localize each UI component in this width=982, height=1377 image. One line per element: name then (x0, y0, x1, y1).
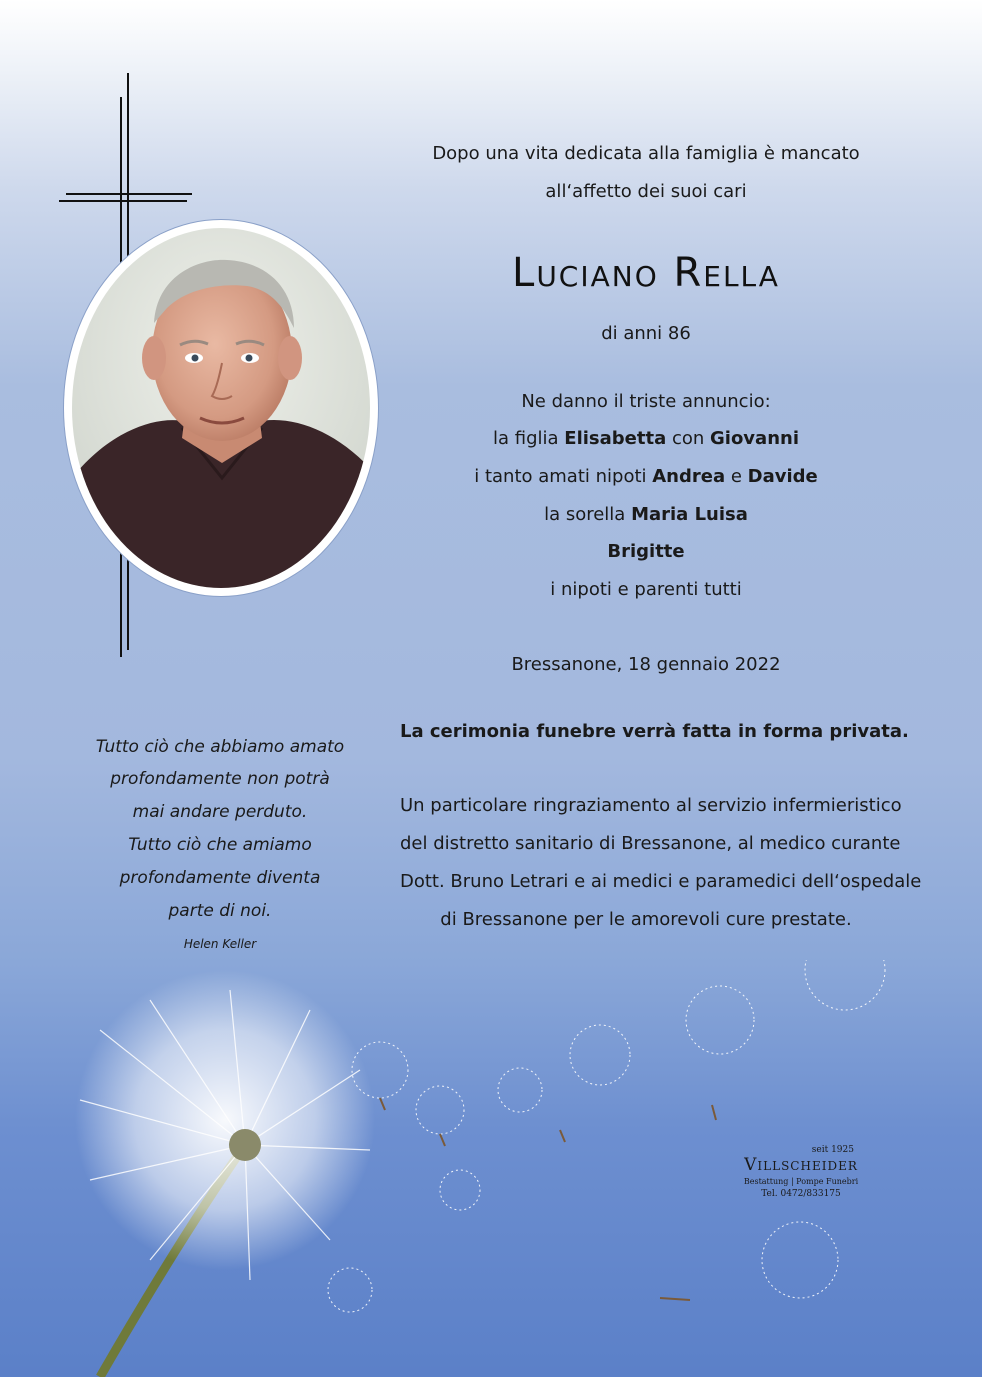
quote-line: profondamente diventa (119, 868, 321, 888)
thanks-line: di Bressanone per le amorevoli cure prestate. (440, 909, 852, 930)
quote-line: mai andare perduto. (132, 802, 308, 822)
quote-line: Tutto ciò che abbiamo amato (95, 737, 345, 757)
quote-line: Tutto ciò che amiamo (128, 835, 312, 855)
announcement-heading: Ne danno il triste annuncio: (521, 391, 771, 412)
quote-line: parte di noi. (168, 901, 272, 921)
thanks-line: del distretto sanitario di Bressanone, al medico curante (400, 833, 901, 854)
thanks-line: Un particolare ringraziamento al servizio infermieristico (400, 795, 902, 816)
logo-phone: Tel. 0472/833175 (761, 1189, 841, 1199)
quote-line: profondamente non potrà (110, 769, 330, 789)
logo-subtitle: Bestattung | Pompe Funebri (743, 1177, 859, 1186)
intro-line-2: all‘affetto dei suoi cari (545, 181, 747, 202)
quote-author: Helen Keller (183, 937, 257, 951)
deceased-age: di anni 86 (601, 323, 691, 344)
place-date: Bressanone, 18 gennaio 2022 (511, 654, 781, 675)
thanks-line: Dott. Bruno Letrari e ai medici e paramedici dell‘ospedale (400, 871, 922, 892)
logo-name: Villscheider (744, 1155, 858, 1175)
intro-line-1: Dopo una vita dedicata alla famiglia è mancato (432, 143, 860, 164)
announcement-row: i tanto amati nipoti Andrea e Davide (474, 466, 818, 487)
ceremony-notice: La cerimonia funebre verrà fatta in forma privata. (400, 721, 909, 742)
logo-since: seit 1925 (811, 1145, 854, 1155)
quote-block (70, 0, 370, 960)
funeral-home-logo (726, 1145, 876, 1199)
announcement-closing: i nipoti e parenti tutti (550, 579, 742, 600)
deceased-name: Luciano Rella (512, 250, 780, 296)
announcement-row: la figlia Elisabetta con Giovanni (493, 428, 799, 449)
announcement-row: la sorella Maria Luisa (544, 504, 748, 525)
announcement-row: Brigitte (607, 541, 685, 562)
